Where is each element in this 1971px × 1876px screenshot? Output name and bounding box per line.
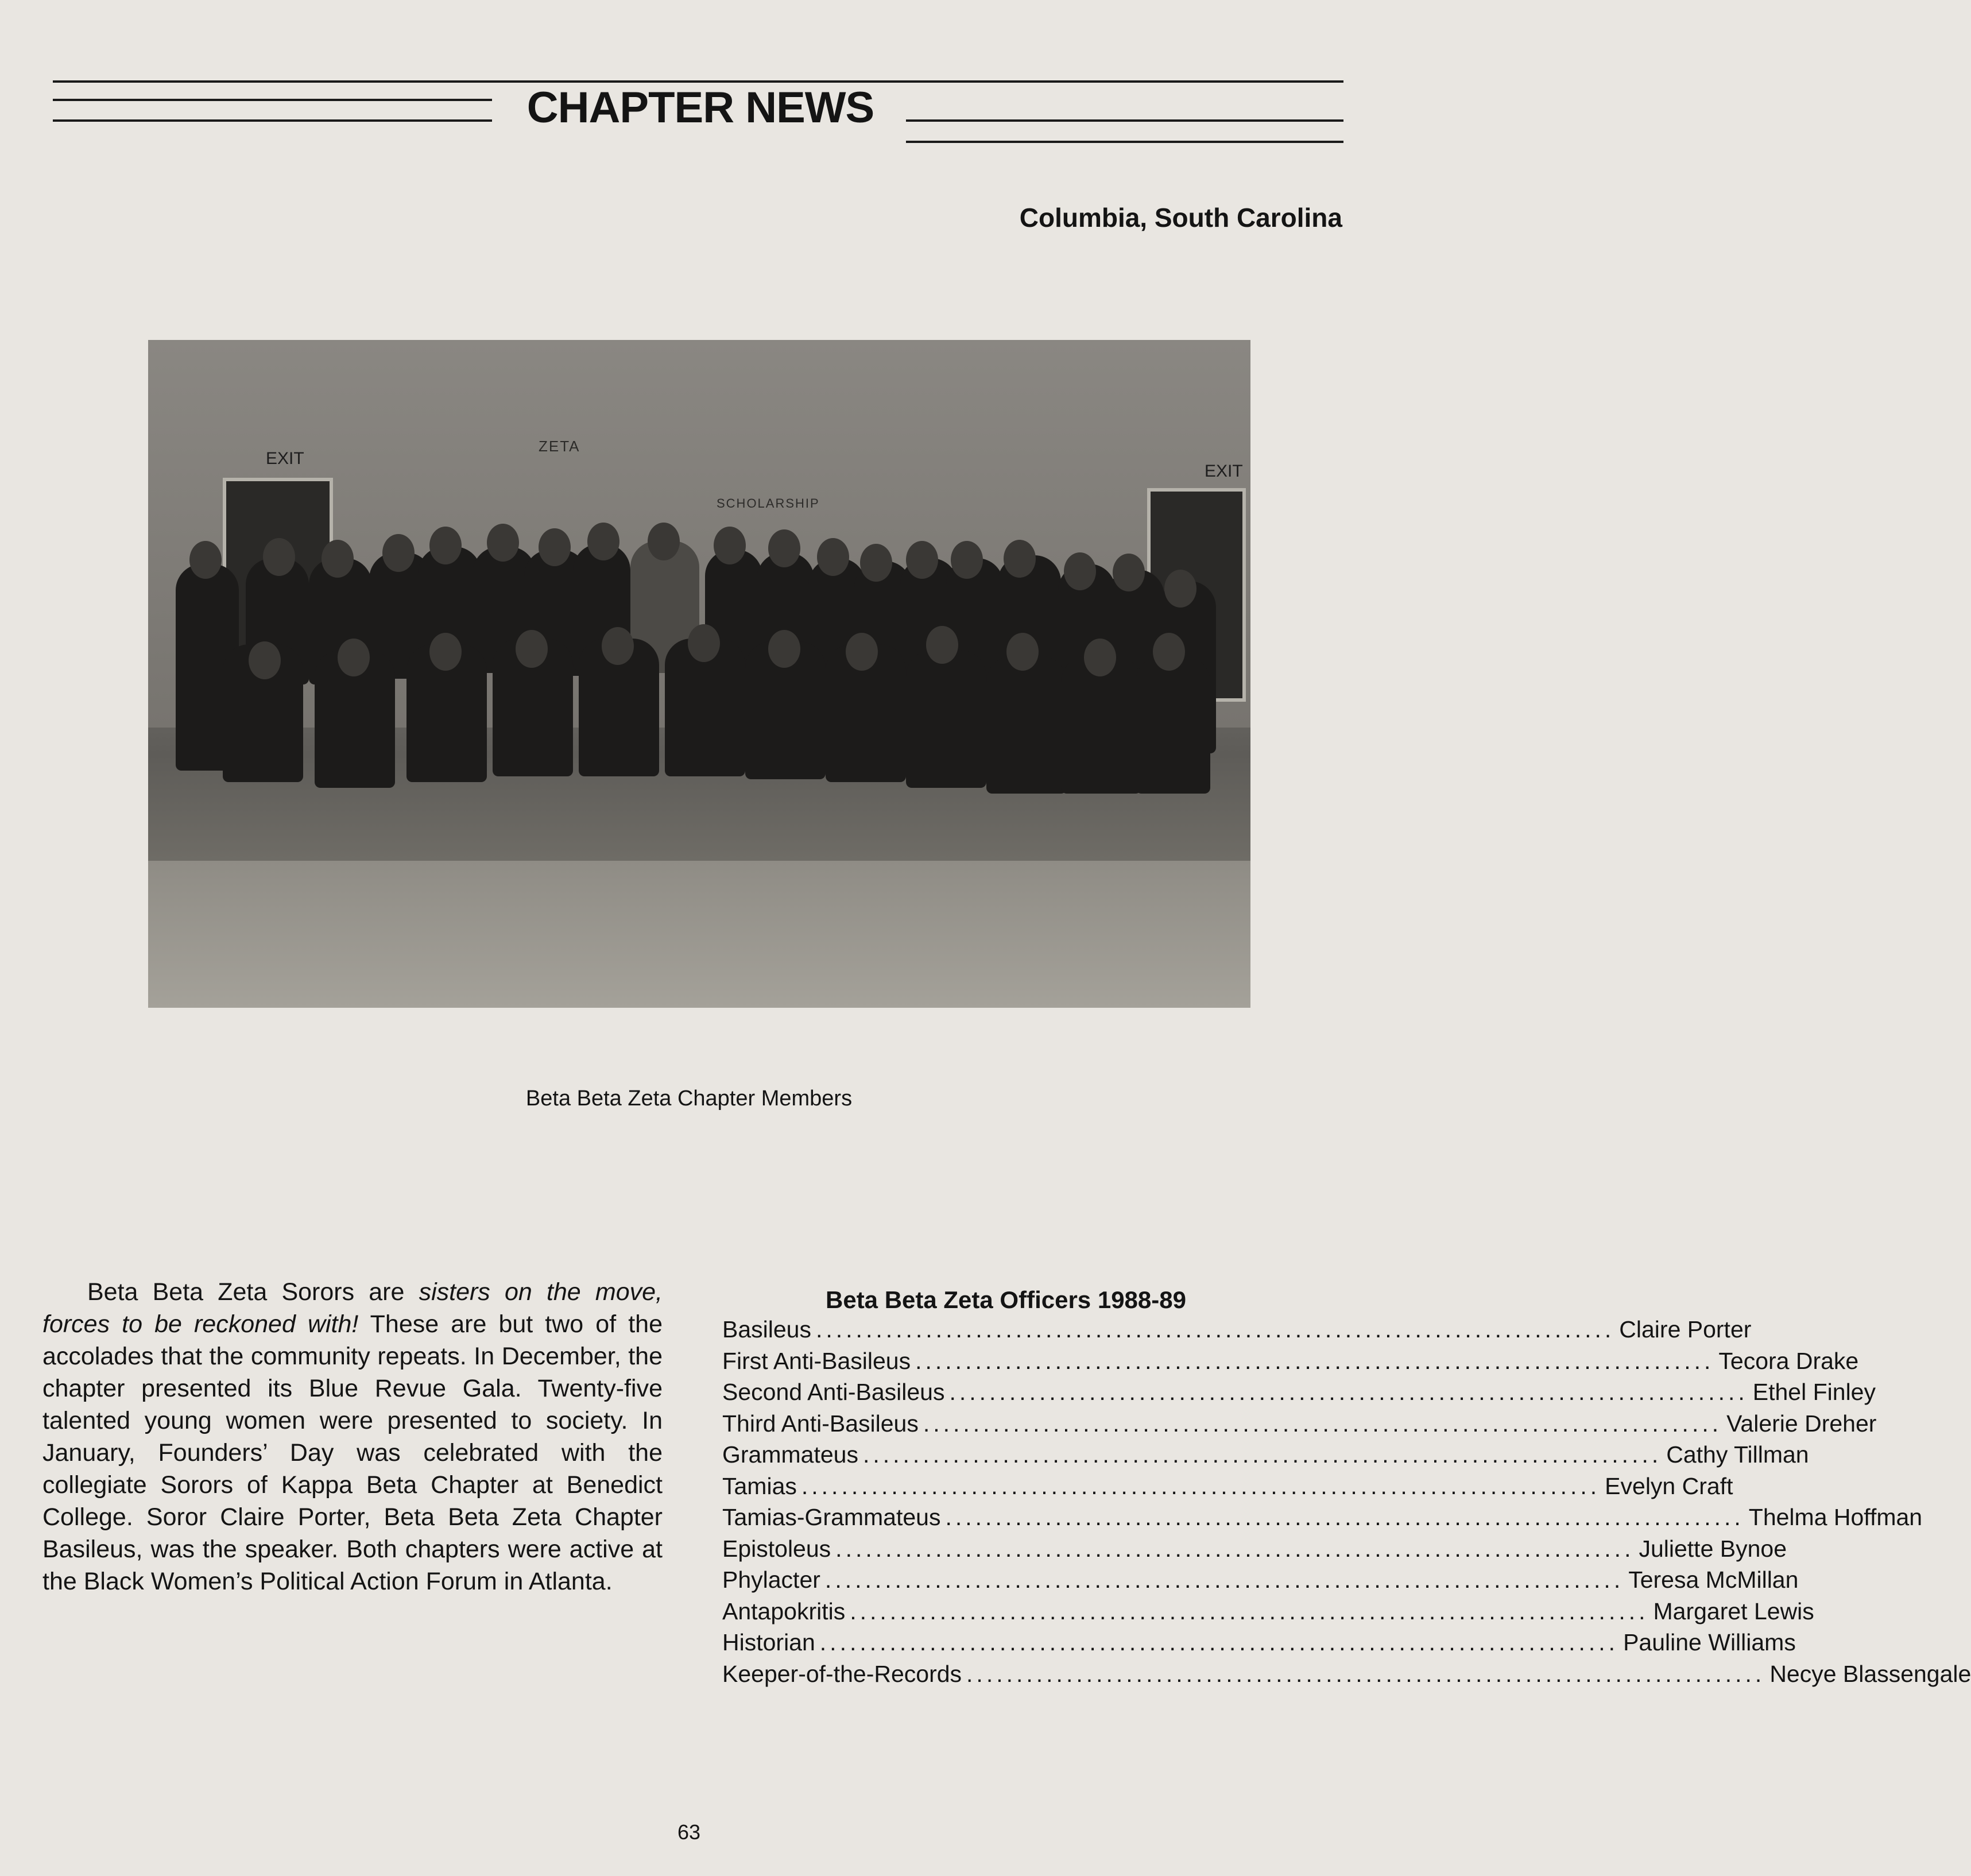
photo-head <box>429 633 462 671</box>
photo-head <box>1153 633 1185 671</box>
officer-name: Evelyn Craft <box>1605 1472 1733 1499</box>
officer-role: Basileus <box>722 1316 811 1343</box>
header-rule-left-2 <box>53 119 492 122</box>
photo-head <box>768 529 800 567</box>
officer-name: Ethel Finley <box>1752 1379 1876 1405</box>
officer-name: Cathy Tillman <box>1666 1441 1809 1468</box>
officer-name: Margaret Lewis <box>1653 1597 1814 1624</box>
photo-head <box>1006 633 1039 671</box>
dot-leader: ................................................................................ <box>801 1472 1601 1499</box>
photo-head <box>768 630 800 668</box>
officer-row <box>722 1629 1796 1661</box>
photo-caption: Beta Beta Zeta Chapter Members <box>525 1086 853 1111</box>
page-title: CHAPTER NEWS <box>526 83 874 132</box>
dot-leader: ................................................................................ <box>945 1504 1744 1530</box>
officer-role: Historian <box>722 1629 815 1655</box>
officer-role: Third Anti-Basileus <box>722 1410 919 1437</box>
dot-leader: ................................................................................ <box>835 1535 1635 1562</box>
officer-row <box>722 1347 1859 1379</box>
photo-head <box>906 541 938 579</box>
photo-head <box>338 639 370 676</box>
officer-role: Tamias <box>722 1472 797 1499</box>
section-location: Columbia, South Carolina <box>1019 203 1342 233</box>
header-rule-right-2 <box>906 141 1343 143</box>
dot-leader: ................................................................................ <box>815 1316 1615 1343</box>
photo-person <box>1061 656 1141 794</box>
officer-name: Pauline Williams <box>1623 1629 1796 1655</box>
officer-name: Tecora Drake <box>1718 1347 1859 1374</box>
photo-person <box>906 650 986 788</box>
officer-role: Tamias-Grammateus <box>722 1504 941 1530</box>
officer-row <box>722 1504 1923 1535</box>
officer-row <box>722 1597 1814 1630</box>
dot-leader: ................................................................................ <box>850 1597 1649 1624</box>
officer-role: Keeper-of-the-Records <box>722 1660 962 1687</box>
dot-leader: ................................................................................ <box>966 1660 1765 1687</box>
photo-head <box>1084 639 1116 676</box>
photo-head <box>817 538 849 576</box>
photo-head <box>322 540 354 578</box>
page-number: 63 <box>677 1820 701 1844</box>
officer-row <box>722 1660 1971 1692</box>
photo-head <box>189 541 222 579</box>
officer-role: First Anti-Basileus <box>722 1347 911 1374</box>
officer-name: Claire Porter <box>1619 1316 1752 1343</box>
officer-role: Phylacter <box>722 1566 820 1593</box>
photo-head <box>648 523 680 560</box>
article-paragraph: Beta Beta Zeta Sorors are sisters on the move, forces to be reckoned with! These are but two of the accolades that the community repeats. In December, the chapter presented its Blue Revue Gala. Twenty-five talented young women were presented to society. In January, Founders’ Day was celebrated with the collegiate Sorors of Kappa Beta Chapter at Benedict College. Soror Claire Porter, Beta Beta Zeta Chapter Basileus, was the speaker. Both chapters were active at the Black Women’s Political Action Forum in Atlanta. <box>42 1278 663 1595</box>
officer-role: Epistoleus <box>722 1535 831 1562</box>
officer-row <box>722 1379 1876 1410</box>
officer-row <box>722 1472 1733 1504</box>
photo-floor <box>148 861 1250 1008</box>
officer-row <box>722 1410 1877 1442</box>
officer-name: Teresa McMillan <box>1628 1566 1799 1593</box>
dot-leader: ................................................................................ <box>819 1629 1619 1655</box>
photo-head <box>539 528 571 566</box>
officer-row <box>722 1441 1809 1473</box>
photo-head <box>846 633 878 671</box>
photo-person <box>1136 656 1210 794</box>
photo-head <box>516 630 548 668</box>
photo-head <box>860 544 892 582</box>
photo-head <box>714 527 746 564</box>
photo-head <box>602 627 634 665</box>
dot-leader: ................................................................................ <box>862 1441 1662 1468</box>
dot-leader: ................................................................................ <box>949 1379 1748 1405</box>
chapter-photo <box>148 340 1250 1008</box>
photo-head <box>951 541 983 579</box>
photo-exit-sign-left: EXIT <box>266 449 304 468</box>
photo-wall-text-zeta: ZETA <box>539 438 580 455</box>
photo-head <box>587 523 619 560</box>
photo-head <box>1004 540 1036 578</box>
officer-name: Thelma Hoffman <box>1748 1504 1923 1530</box>
photo-exit-sign-right: EXIT <box>1205 462 1243 481</box>
officer-name: Valerie Dreher <box>1726 1410 1877 1437</box>
photo-person <box>986 656 1067 794</box>
photo-head <box>688 624 720 662</box>
photo-head <box>263 538 295 576</box>
officer-role: Antapokritis <box>722 1597 846 1624</box>
photo-head <box>249 641 281 679</box>
officer-role: Second Anti-Basileus <box>722 1379 945 1405</box>
photo-head <box>1113 554 1145 591</box>
officer-name: Juliette Bynoe <box>1639 1535 1787 1562</box>
officer-role: Grammateus <box>722 1441 858 1468</box>
dot-leader: ................................................................................ <box>824 1566 1624 1593</box>
officer-row <box>722 1566 1799 1598</box>
header-rule-left-1 <box>53 99 492 101</box>
officer-name: Necye Blassengale <box>1769 1660 1971 1687</box>
photo-head <box>382 534 415 572</box>
officers-title: Beta Beta Zeta Officers 1988-89 <box>826 1286 1186 1313</box>
photo-head <box>926 626 958 664</box>
photo-head <box>487 524 519 562</box>
officers-list <box>722 1316 1971 1692</box>
photo-wall-text-scholarship: SCHOLARSHIP <box>717 496 820 510</box>
dot-leader: ................................................................................ <box>915 1347 1714 1374</box>
photo-head <box>429 527 462 564</box>
header-rule-right-1 <box>906 119 1343 122</box>
photo-head <box>1164 570 1196 608</box>
dot-leader: ................................................................................ <box>923 1410 1722 1437</box>
header-rule-top <box>53 80 1343 83</box>
photo-head <box>1064 552 1096 590</box>
officer-row <box>722 1535 1787 1567</box>
officer-row <box>722 1316 1752 1348</box>
